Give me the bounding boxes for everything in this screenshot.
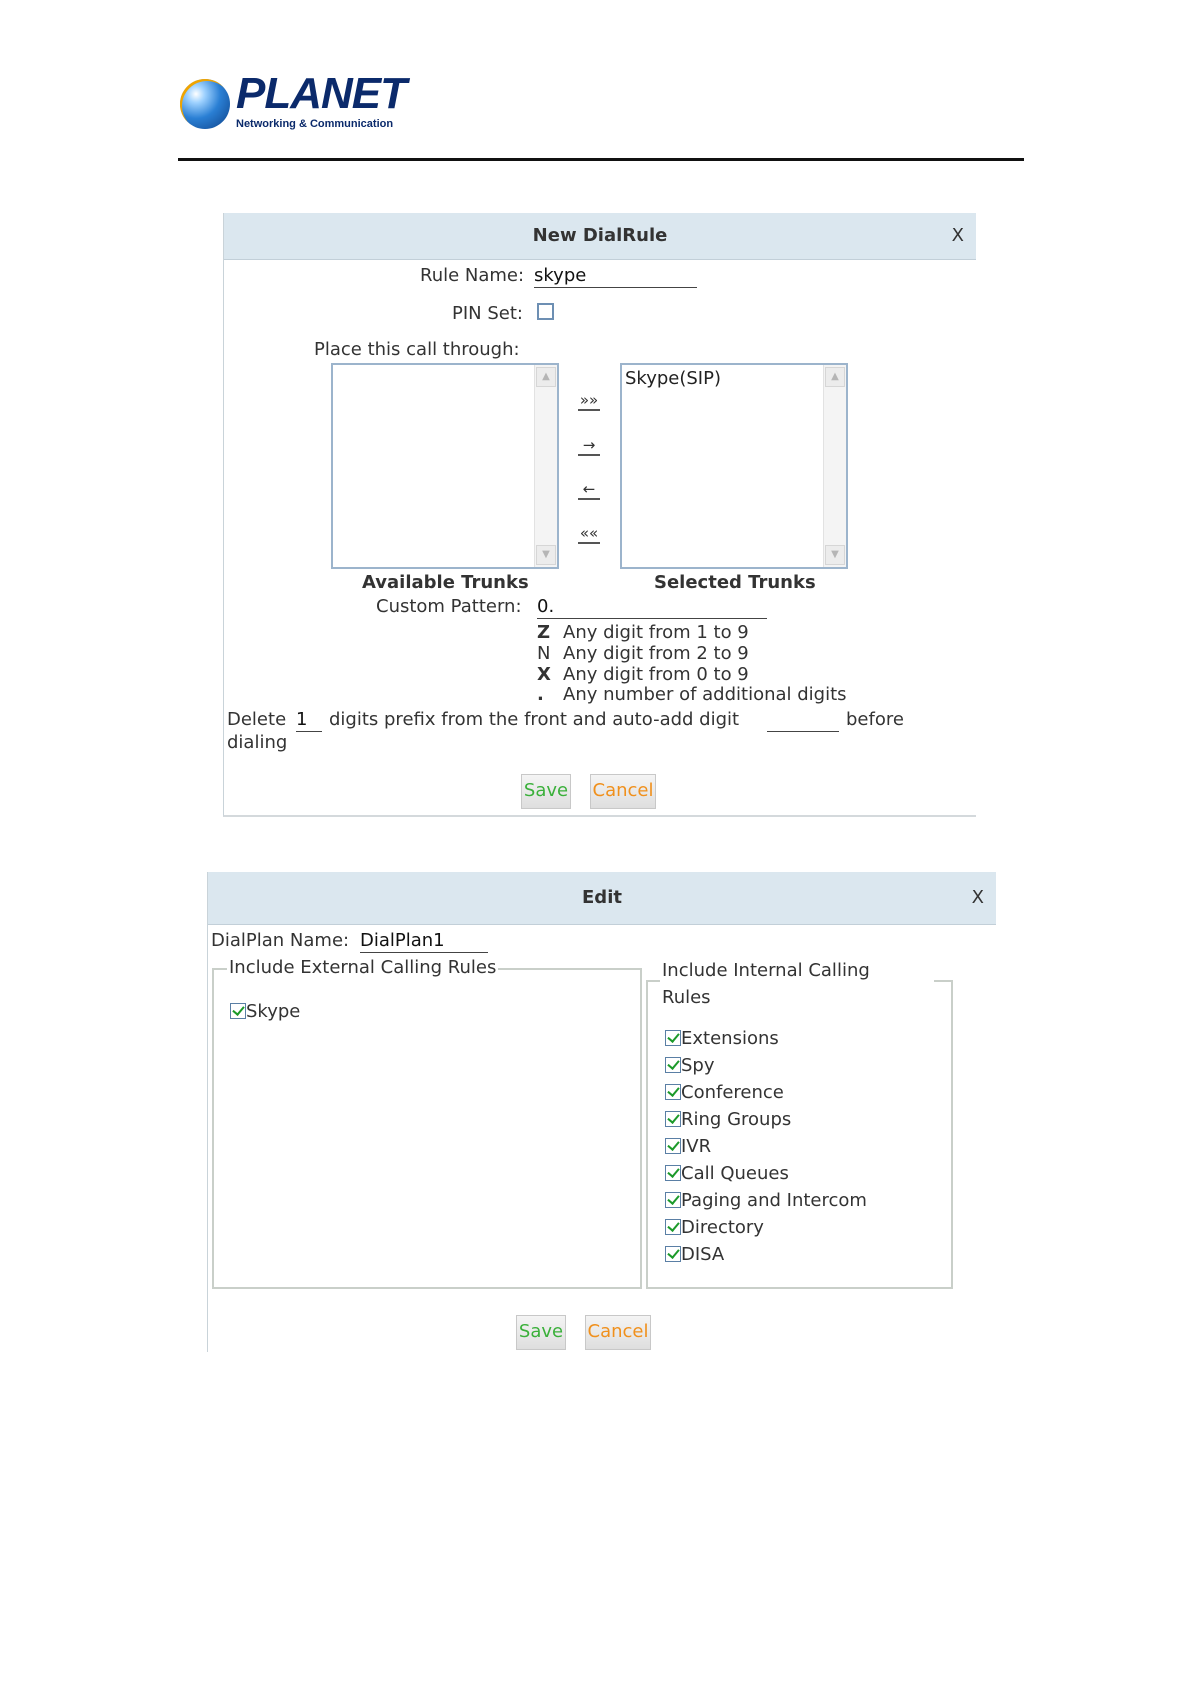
dialog-header xyxy=(208,872,996,925)
internal-rules-list xyxy=(665,1025,867,1268)
checkbox-checked-icon[interactable] xyxy=(665,1057,681,1073)
internal-legend-line: Include Internal Calling xyxy=(662,960,870,981)
add-trunk-button[interactable]: → xyxy=(578,436,600,456)
dialplan-name-input[interactable]: DialPlan1 xyxy=(360,930,488,953)
checkbox-checked-icon[interactable] xyxy=(665,1246,681,1262)
internal-rule-ivr[interactable] xyxy=(665,1133,867,1160)
selected-trunks-listbox[interactable] xyxy=(620,363,848,569)
add-all-trunks-button[interactable]: »» xyxy=(579,391,599,409)
pattern-symbol: N xyxy=(537,643,551,664)
pattern-description: Any digit from 1 to 9 xyxy=(563,622,749,643)
rule-label: Skype xyxy=(246,1001,301,1022)
rule-name-input[interactable]: skype xyxy=(534,265,697,288)
delete-digits-input[interactable]: 1 xyxy=(296,709,322,732)
remove-trunk-button[interactable]: ← xyxy=(578,480,600,500)
checkbox-checked-icon[interactable] xyxy=(230,1003,246,1019)
pattern-description: Any digit from 2 to 9 xyxy=(563,643,749,664)
checkbox-checked-icon[interactable] xyxy=(665,1111,681,1127)
save-button[interactable]: Save xyxy=(521,774,571,809)
dialog-header xyxy=(224,213,976,260)
available-trunks-listbox[interactable] xyxy=(331,363,559,569)
header-divider xyxy=(178,158,1024,161)
delete-middle-label: digits prefix from the front and auto-add digit xyxy=(329,709,740,730)
dialog-title: Edit xyxy=(582,887,622,908)
custom-pattern-input[interactable]: 0. xyxy=(537,596,767,619)
checkbox-checked-icon[interactable] xyxy=(665,1030,681,1046)
rule-label: IVR xyxy=(681,1136,712,1157)
checkbox-checked-icon[interactable] xyxy=(665,1219,681,1235)
internal-rule-call-queues[interactable] xyxy=(665,1160,867,1187)
internal-rule-paging-intercom[interactable] xyxy=(665,1187,867,1214)
pin-set-checkbox[interactable] xyxy=(537,303,554,320)
rule-label: Extensions xyxy=(681,1028,779,1049)
external-rules-legend: Include External Calling Rules xyxy=(229,957,497,978)
scroll-down-icon[interactable]: ▼ xyxy=(536,545,556,565)
pin-set-label: PIN Set: xyxy=(452,303,523,324)
rule-name-label: Rule Name: xyxy=(420,265,525,286)
rule-label: Spy xyxy=(681,1055,715,1076)
save-button[interactable]: Save xyxy=(516,1315,566,1350)
auto-add-digit-input[interactable] xyxy=(767,709,839,732)
internal-rule-conference[interactable] xyxy=(665,1079,867,1106)
close-icon[interactable]: X xyxy=(971,887,984,908)
scroll-down-icon[interactable]: ▼ xyxy=(825,545,845,565)
external-rule-skype[interactable] xyxy=(230,998,300,1025)
dialplan-name-label: DialPlan Name: xyxy=(211,930,350,951)
checkbox-checked-icon[interactable] xyxy=(665,1138,681,1154)
selected-scrollbar[interactable] xyxy=(823,365,846,567)
internal-legend-line: Rules xyxy=(662,987,711,1008)
logo-globe-icon xyxy=(180,79,230,129)
pattern-description: Any number of additional digits xyxy=(563,684,847,705)
rule-label: Conference xyxy=(681,1082,784,1103)
cancel-button[interactable]: Cancel xyxy=(590,774,656,809)
scroll-up-icon[interactable]: ▲ xyxy=(536,367,556,387)
internal-rule-directory[interactable] xyxy=(665,1214,867,1241)
dialog-title: New DialRule xyxy=(532,225,668,246)
logo-wordmark: PLANET xyxy=(236,69,406,118)
delete-label: Delete xyxy=(227,709,287,730)
internal-rule-ring-groups[interactable] xyxy=(665,1106,867,1133)
close-icon[interactable]: X xyxy=(951,225,964,246)
scroll-up-icon[interactable]: ▲ xyxy=(825,367,845,387)
rule-label: Paging and Intercom xyxy=(681,1190,867,1211)
internal-rule-extensions[interactable] xyxy=(665,1025,867,1052)
pattern-symbol: . xyxy=(537,684,544,705)
available-trunks-label: Available Trunks xyxy=(362,572,529,593)
internal-rules-legend xyxy=(660,957,934,1011)
internal-rule-spy[interactable] xyxy=(665,1052,867,1079)
place-call-label: Place this call through: xyxy=(314,339,520,360)
logo-tagline: Networking & Communication xyxy=(236,118,394,130)
available-scrollbar[interactable] xyxy=(534,365,557,567)
dialing-label: dialing xyxy=(227,732,288,753)
internal-rule-disa[interactable] xyxy=(665,1241,867,1268)
checkbox-checked-icon[interactable] xyxy=(665,1084,681,1100)
pattern-description: Any digit from 0 to 9 xyxy=(563,664,749,685)
rule-label: Ring Groups xyxy=(681,1109,792,1130)
rule-label: DISA xyxy=(681,1244,725,1265)
checkbox-checked-icon[interactable] xyxy=(665,1165,681,1181)
before-label: before xyxy=(846,709,904,730)
selected-trunk-item[interactable]: Skype(SIP) xyxy=(625,368,721,389)
cancel-button[interactable]: Cancel xyxy=(585,1315,651,1350)
pattern-symbol: X xyxy=(537,664,551,685)
custom-pattern-label: Custom Pattern: xyxy=(376,596,522,617)
rule-label: Directory xyxy=(681,1217,764,1238)
checkbox-checked-icon[interactable] xyxy=(665,1192,681,1208)
remove-all-trunks-button[interactable]: «« xyxy=(579,524,599,542)
rule-label: Call Queues xyxy=(681,1163,789,1184)
selected-trunks-label: Selected Trunks xyxy=(654,572,816,593)
pattern-symbol: Z xyxy=(537,622,551,643)
